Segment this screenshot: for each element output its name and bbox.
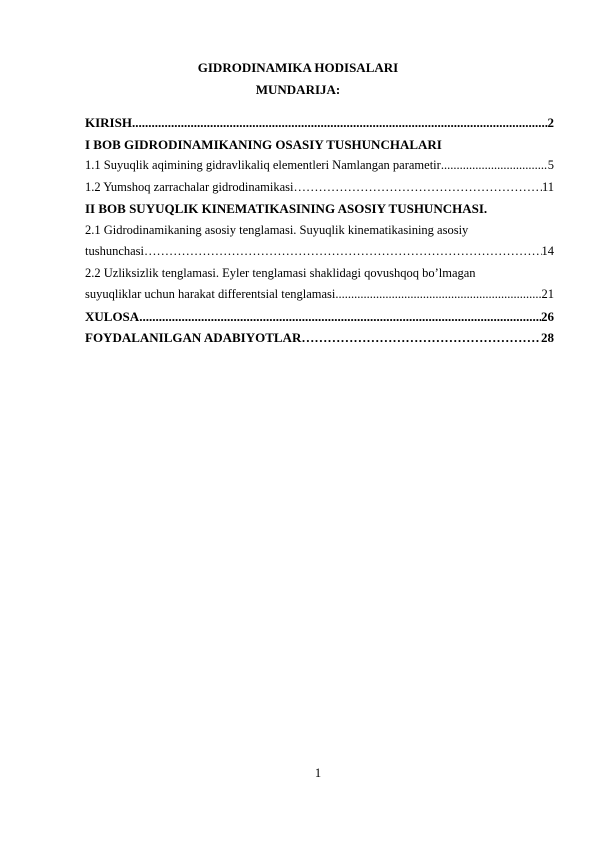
toc-entry bbox=[85, 306, 554, 328]
toc-entry bbox=[85, 155, 554, 177]
toc-entry-title: KIRISH bbox=[85, 115, 132, 130]
toc-entry-title: FOYDALANILGAN ADABIYOTLAR bbox=[85, 330, 302, 345]
toc-entry bbox=[85, 134, 554, 156]
toc-entry bbox=[85, 241, 554, 263]
contents-heading: MUNDARIJA: bbox=[255, 82, 341, 97]
toc-entry bbox=[85, 284, 554, 306]
toc-entry-title: 2.1 Gidrodinamikaning asosiy tenglamasi. Suyuqlik kinematikasining asosiy bbox=[85, 222, 469, 237]
toc-leader-dots bbox=[294, 177, 542, 199]
toc-entry-title: suyuqliklar uchun harakat differentsial tenglamasi bbox=[85, 287, 336, 301]
toc-entry-title: 2.2 Uzliksizlik tenglamasi. Eyler tenglamasi shaklidagi qovushqoq bo’lmagan bbox=[85, 265, 476, 280]
toc-entry bbox=[85, 220, 554, 242]
toc-entry bbox=[85, 177, 554, 199]
toc-leader-dots bbox=[132, 112, 548, 134]
toc-leader-dots bbox=[144, 241, 541, 263]
toc-entry-title: II BOB SUYUQLIK KINEMATIKASINING ASOSIY TUSHUNCHASI. bbox=[85, 201, 488, 216]
toc-entry-page: 28 bbox=[541, 330, 554, 345]
page-number: 1 bbox=[314, 766, 322, 780]
toc-leader-dots bbox=[301, 327, 541, 349]
toc-entry-title: I BOB GIDRODINAMIKANING OSASIY TUSHUNCHALARI bbox=[85, 136, 442, 152]
toc-entry-title: 1.2 Yumshoq zarrachalar gidrodinamikasi bbox=[85, 179, 294, 194]
toc-entry-title: tushunchasi bbox=[85, 244, 145, 258]
toc-leader-dots bbox=[139, 306, 541, 328]
toc-leader-dots bbox=[335, 284, 541, 306]
toc-entry-page: 26 bbox=[541, 308, 554, 324]
toc-entry-page: 2 bbox=[547, 115, 554, 130]
toc-entry-title: XULOSA bbox=[85, 308, 140, 324]
toc-entry-page: 14 bbox=[541, 244, 554, 258]
document-title: GIDRODINAMIKA HODISALARI bbox=[197, 60, 399, 75]
table-of-contents bbox=[85, 112, 554, 349]
toc-leader-dots bbox=[441, 155, 548, 177]
toc-entry-title: 1.1 Suyuqlik aqimining gidravlikaliq elementleri Namlangan parametir bbox=[85, 158, 441, 172]
toc-entry bbox=[85, 198, 554, 220]
toc-entry bbox=[85, 112, 554, 134]
toc-entry-page: 11 bbox=[541, 179, 554, 194]
toc-entry bbox=[85, 327, 554, 349]
toc-entry bbox=[85, 263, 554, 285]
toc-entry-page: 5 bbox=[547, 158, 554, 172]
toc-entry-page: 21 bbox=[541, 287, 554, 301]
